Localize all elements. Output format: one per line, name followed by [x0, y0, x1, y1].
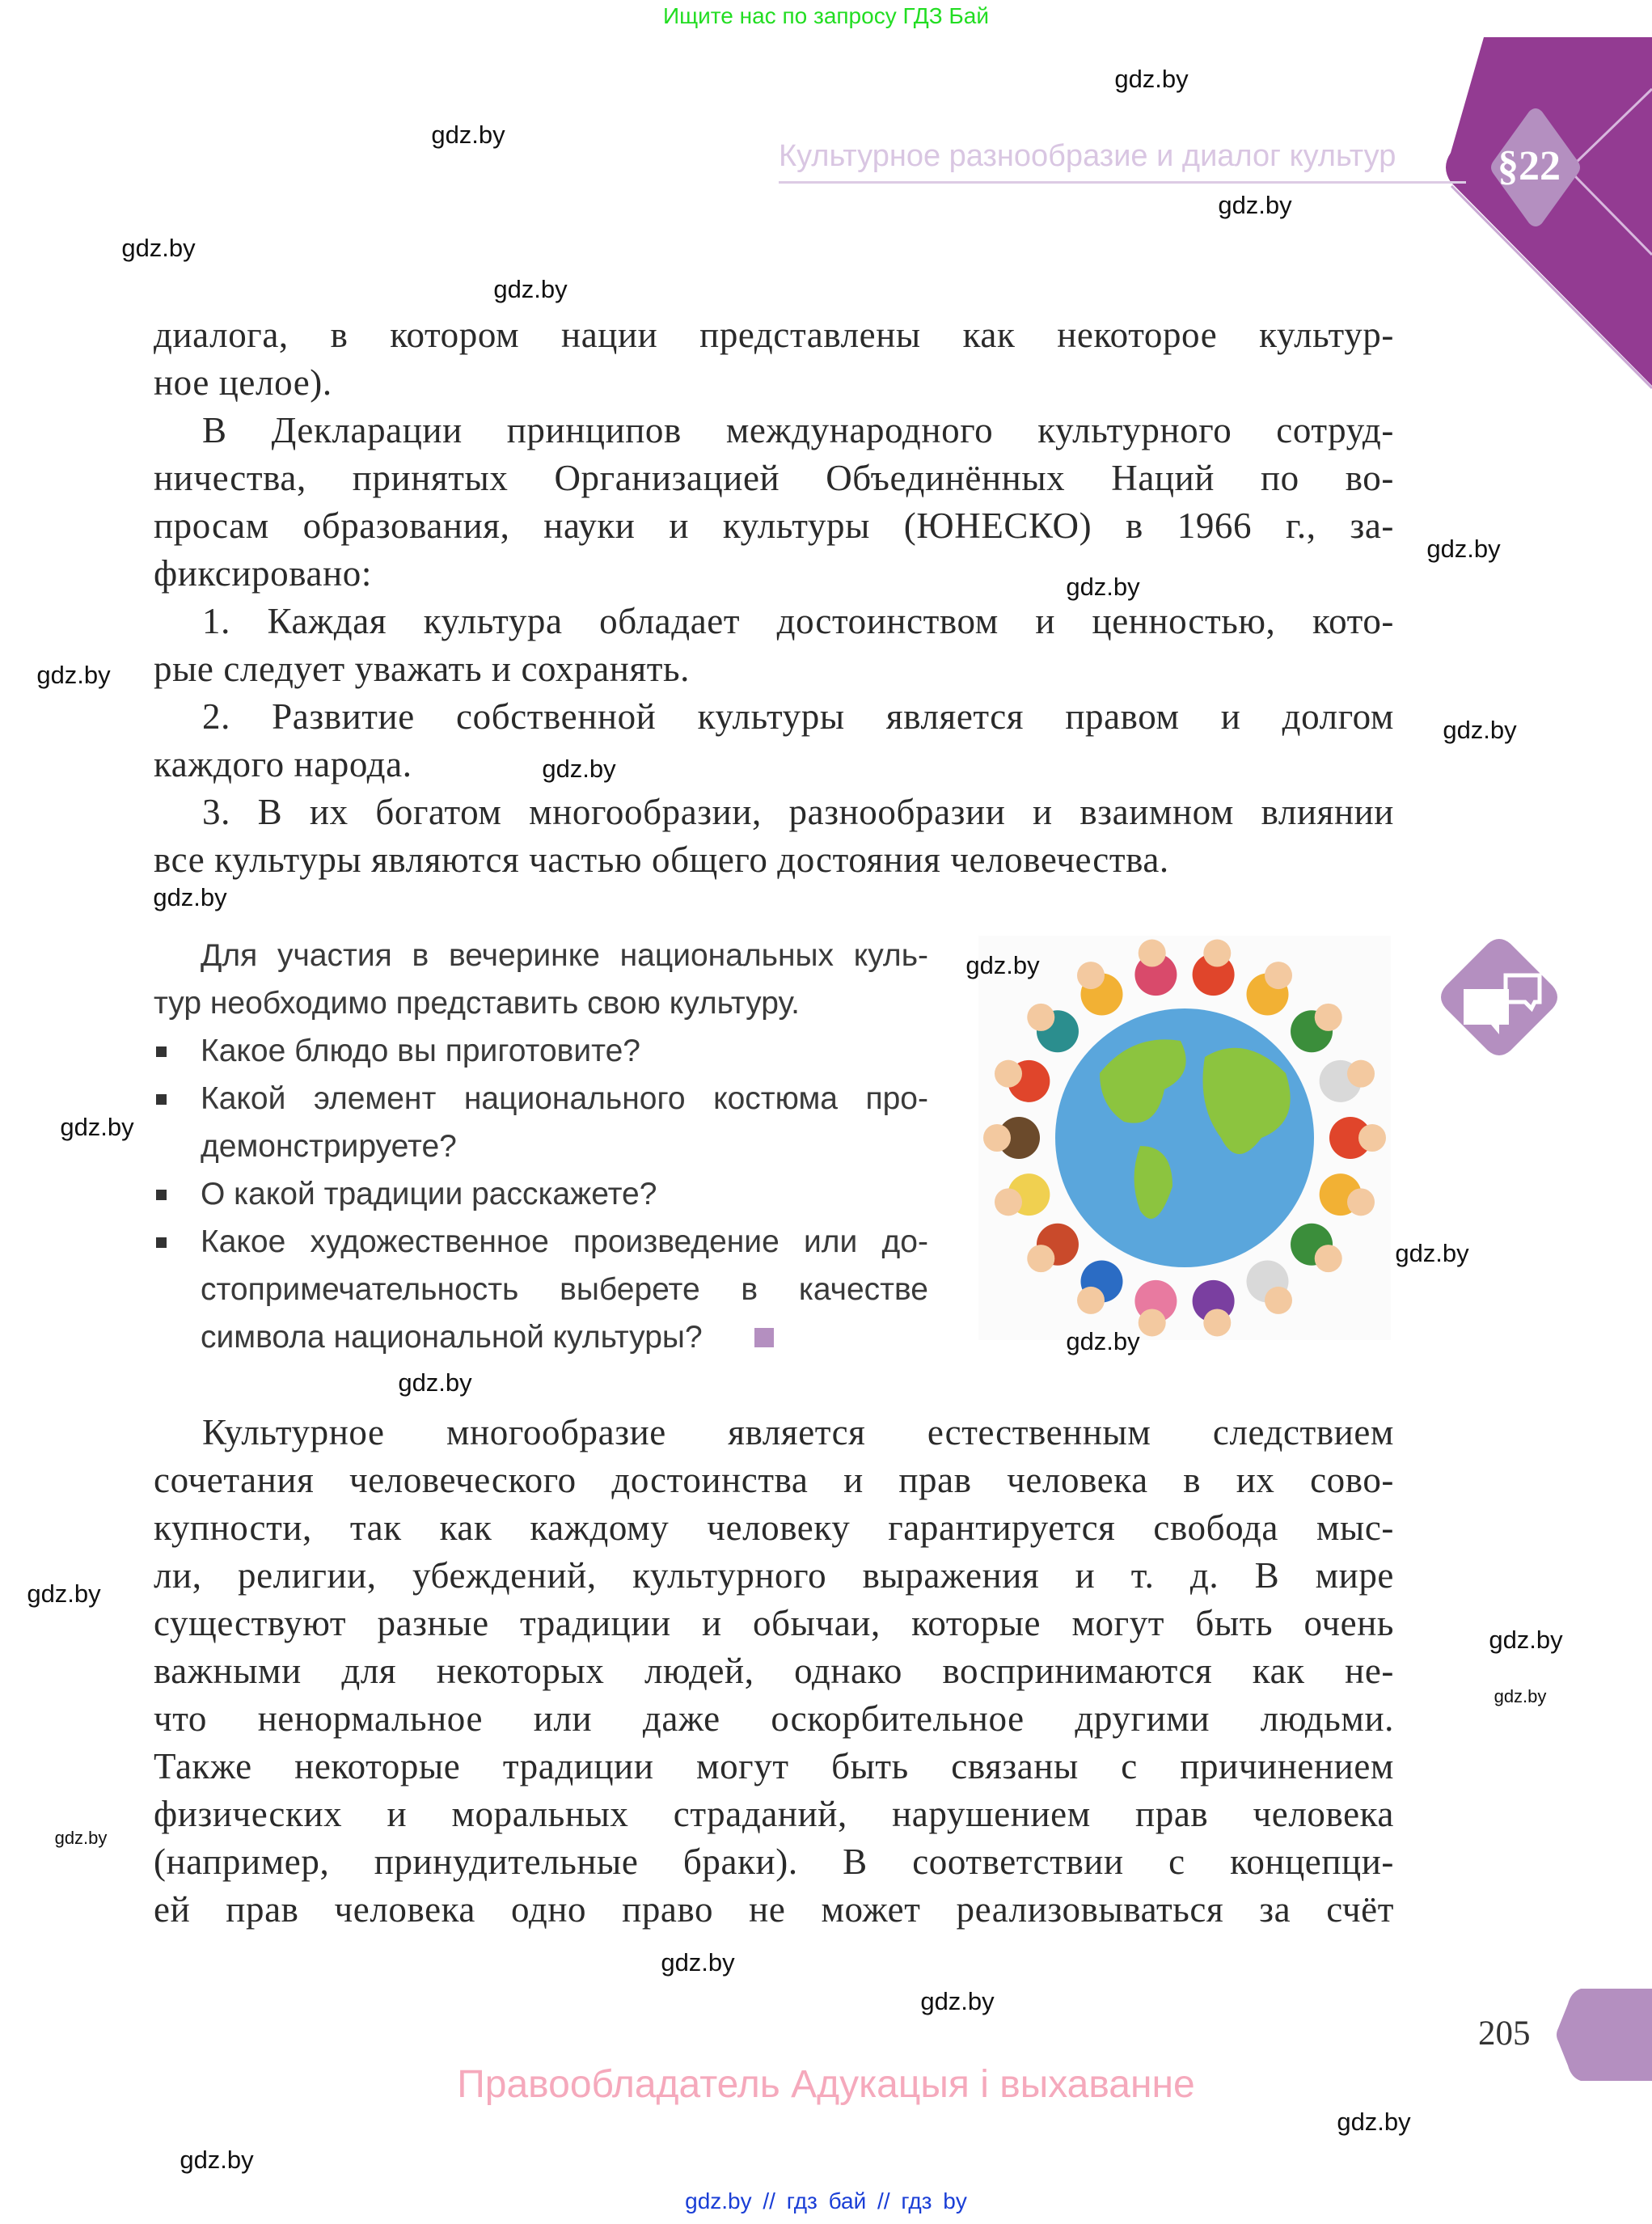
body-line: что ненормальное или даже оскорбительное другими людьми. [154, 1698, 1394, 1739]
body-line: сочетания человеческого достоинства и прав человека в их сово- [154, 1460, 1394, 1500]
child-head [1347, 1188, 1375, 1216]
child-head [1139, 940, 1166, 967]
watermark: gdz.by [1395, 1239, 1469, 1267]
watermark: gdz.by [1443, 716, 1517, 744]
bullet-marker [156, 1046, 167, 1057]
task-line: Для участия в вечеринке национальных куль- [201, 938, 928, 973]
child-head [1077, 962, 1105, 989]
children-around-globe-illustration [978, 936, 1391, 1340]
child-head [995, 1188, 1022, 1216]
end-of-task-marker [754, 1328, 774, 1347]
body-line: (например, принудительные браки). В соответствии с концепци- [154, 1841, 1394, 1882]
child-head [983, 1124, 1011, 1152]
body-line: 3. В их богатом многообразии, разнообразии и взаимном влиянии [202, 792, 1394, 832]
body-line: важными для некоторых людей, однако воспринимаются как не- [154, 1651, 1394, 1691]
watermark: gdz.by [36, 661, 111, 689]
bullet-marker [156, 1094, 167, 1105]
task-line: О какой традиции расскажете? [201, 1177, 657, 1211]
body-line: просам образования, науки и культуры (ЮНЕСКО) в 1966 г., за- [154, 505, 1394, 546]
watermark: gdz.by [431, 121, 505, 149]
body-line: фиксировано: [154, 553, 372, 594]
watermark: gdz.by [965, 951, 1040, 979]
chapter-corner-decoration [1423, 32, 1652, 404]
task-line: Какое художественное произведение или до- [201, 1224, 928, 1259]
watermark: gdz.by [60, 1113, 134, 1141]
child-head [1315, 1004, 1342, 1031]
body-line: 1. Каждая культура обладает достоинством и ценностью, кото- [202, 601, 1394, 641]
body-line: существуют разные традиции и обычаи, которые могут быть очень [154, 1603, 1394, 1643]
child-head [1358, 1124, 1386, 1152]
discussion-speech-bubbles-icon [1439, 937, 1559, 1057]
watermark: gdz.by [1066, 573, 1140, 601]
watermark: gdz.by [661, 1948, 735, 1977]
watermark: gdz.by [153, 883, 227, 911]
task-line: Какое блюдо вы приготовите? [201, 1034, 640, 1068]
task-line: тур необходимо представить свою культуру. [154, 986, 800, 1021]
task-line: стопримечательность выберете в качестве [201, 1272, 928, 1307]
child-head [1139, 1309, 1166, 1336]
globe [1055, 1008, 1314, 1267]
body-line: Культурное многообразие является естественным следствием [202, 1412, 1394, 1452]
body-line: Также некоторые традиции могут быть связаны с причинением [154, 1746, 1394, 1786]
bullet-marker [156, 1237, 167, 1248]
paragraph-badge: §22 [1498, 143, 1561, 189]
watermark: gdz.by [1426, 535, 1501, 563]
watermark: gdz.by [920, 1987, 995, 2015]
child-head [1027, 1245, 1054, 1272]
watermark: gdz.by [180, 2146, 254, 2174]
body-line: В Декларации принципов международного культурного сотруд- [202, 410, 1394, 450]
task-line: Какой элемент национального костюма про- [201, 1081, 928, 1116]
body-line: каждого народа. [154, 744, 412, 784]
body-line: купности, так как каждому человеку гарантируется свобода мыс- [154, 1507, 1394, 1548]
watermark: gdz.by [1218, 191, 1292, 219]
body-line: 2. Развитие собственной культуры является правом и долгом [202, 696, 1394, 737]
child-head [995, 1060, 1022, 1088]
child-head [1203, 940, 1231, 967]
watermark: gdz.by [1337, 2108, 1411, 2136]
watermark: gdz.by [27, 1579, 101, 1608]
body-line: диалога, в котором нации представлены как некоторое культур- [154, 315, 1394, 355]
child-head [1265, 1287, 1292, 1314]
body-line: ей прав человека одно право не может реализовываться за счёт [154, 1889, 1394, 1930]
child-head [1315, 1245, 1342, 1272]
body-line: ное целое). [154, 362, 332, 403]
watermark: gdz.by [542, 755, 616, 783]
watermark: gdz.by [1114, 65, 1189, 93]
task-line: символа национальной культуры? [201, 1320, 703, 1355]
copyright-footer: Правообладатель Адукацыя і выхаванне [457, 2063, 1195, 2106]
watermark: gdz.by [121, 234, 196, 262]
watermark: gdz.by [398, 1368, 472, 1397]
watermark: gdz.by [1066, 1327, 1140, 1355]
watermark: gdz.by [54, 1828, 108, 1848]
task-line: демонстрируете? [201, 1129, 457, 1164]
page-number: 205 [1478, 2015, 1531, 2053]
body-line: физических и моральных страданий, нарушением прав человека [154, 1794, 1394, 1834]
child-head [1265, 962, 1292, 989]
top-search-banner: Ищите нас по запросу ГДЗ Бай [662, 3, 990, 28]
child-head [1077, 1287, 1105, 1314]
child-head [1203, 1309, 1231, 1336]
body-line: все культуры являются частью общего достояния человечества. [154, 839, 1169, 880]
footer-links[interactable]: gdz.by // гдз бай // гдз by [685, 2188, 967, 2213]
bullet-marker [156, 1190, 167, 1200]
chapter-title-underline [779, 181, 1466, 184]
chapter-title: Культурное разнообразие и диалог культур [779, 139, 1396, 173]
watermark: gdz.by [493, 275, 568, 303]
body-line: ли, религии, убеждений, культурного выражения и т. д. В мире [154, 1555, 1394, 1596]
watermark: gdz.by [1494, 1686, 1547, 1706]
watermark: gdz.by [1489, 1626, 1563, 1654]
child-head [1027, 1004, 1054, 1031]
child-head [1347, 1060, 1375, 1088]
body-line: рые следует уважать и сохранять. [154, 649, 690, 689]
body-line: ничества, принятых Организацией Объединённых Наций по во- [154, 458, 1394, 498]
